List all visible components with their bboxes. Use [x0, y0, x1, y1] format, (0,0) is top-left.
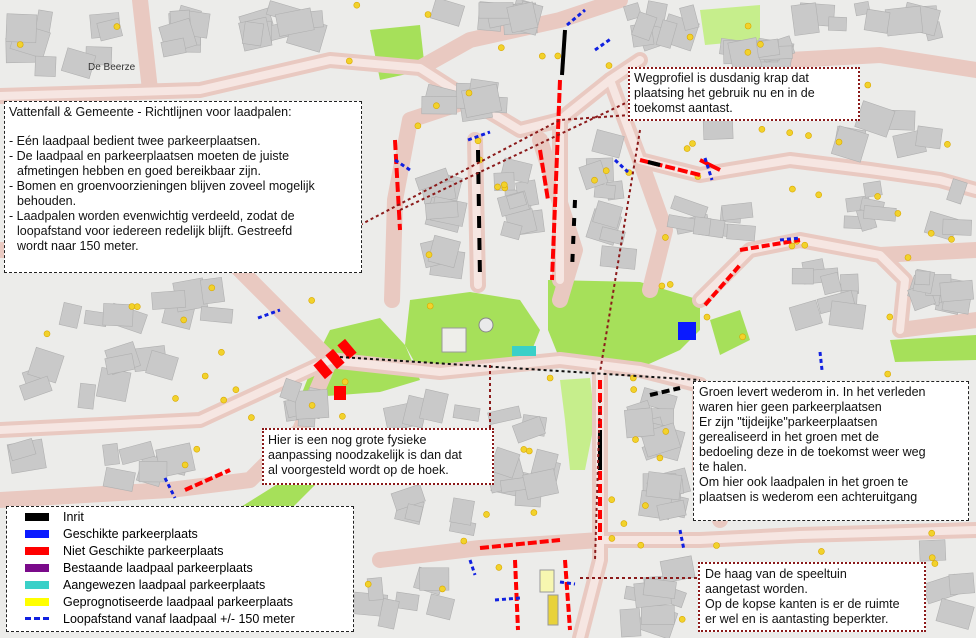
tree-dot	[182, 462, 188, 468]
legend-item-designated	[25, 577, 265, 592]
building	[646, 472, 682, 500]
tree-dot	[415, 123, 421, 129]
building	[200, 306, 233, 323]
tree-dot	[609, 535, 615, 541]
building	[915, 271, 930, 285]
tree-dot	[354, 2, 360, 8]
building	[35, 56, 56, 77]
building	[792, 268, 813, 284]
tree-dot	[787, 130, 793, 136]
tree-dot	[495, 184, 501, 190]
green-line: Er zijn "tijdeijke"parkeerplaatsen	[699, 415, 878, 429]
guidelines-line: wordt naar 150 meter.	[17, 239, 139, 253]
legend-label: Bestaande laadpaal parkeerplaats	[63, 560, 253, 575]
green-line: te halen.	[699, 460, 747, 474]
tree-dot	[806, 133, 812, 139]
legend-label: Niet Geschikte parkeerplaats	[63, 543, 224, 558]
tree-dot	[662, 234, 668, 240]
tree-dot	[603, 168, 609, 174]
tree-dot	[221, 397, 227, 403]
physical-adjustment-line: aanpassing noodzakelijk is dan dat	[268, 448, 462, 462]
tree-dot	[194, 446, 200, 452]
building	[885, 6, 923, 36]
tree-dot	[631, 387, 637, 393]
tree-dot	[309, 297, 315, 303]
tree-dot	[498, 45, 504, 51]
tree-dot	[433, 103, 439, 109]
tree-dot	[740, 334, 746, 340]
tree-dot	[818, 548, 824, 554]
building	[507, 2, 538, 33]
building	[6, 14, 37, 43]
building	[641, 606, 674, 625]
tree-dot	[129, 304, 135, 310]
building	[791, 3, 819, 36]
tree-dot	[704, 314, 710, 320]
tree-dot	[745, 23, 751, 29]
building	[600, 246, 637, 270]
tree-dot	[248, 415, 254, 421]
legend-label: Geschikte parkeerplaats	[63, 526, 198, 541]
guidelines-title: Vattenfall & Gemeente - Richtlijnen voor laadpalen:	[9, 105, 292, 119]
legend-swatch	[25, 564, 49, 572]
building	[139, 461, 167, 482]
tree-dot	[745, 49, 751, 55]
building	[828, 17, 846, 31]
tree-dot	[885, 371, 891, 377]
tree-dot	[466, 90, 472, 96]
legend-item-inrit	[25, 509, 84, 524]
place-label: De Beerze	[88, 62, 136, 73]
tree-dot	[929, 530, 935, 536]
tree-dot	[484, 511, 490, 517]
tree-dot	[659, 283, 665, 289]
guidelines-line: - De laadpaal en parkeerplaatsen moeten de juiste	[9, 149, 290, 163]
tree-dot	[539, 53, 545, 59]
green-line: Groen levert wederom in. In het verleden	[699, 385, 926, 399]
tree-dot	[181, 317, 187, 323]
green-note	[693, 381, 969, 521]
legend-swatch	[25, 617, 49, 620]
tree-dot	[606, 63, 612, 69]
green-line: plaatsen is wederom een achteruitgang	[699, 490, 918, 504]
building	[102, 443, 119, 465]
tree-dot	[667, 281, 673, 287]
tree-dot	[218, 349, 224, 355]
legend-item-suitable	[25, 526, 198, 541]
legend-label: Loopafstand vanaf laadpaal +/- 150 meter	[63, 611, 295, 626]
legend-item-existing	[25, 560, 253, 575]
tree-dot	[928, 230, 934, 236]
tree-dot	[684, 146, 690, 152]
legend-label: Aangewezen laadpaal parkeerplaats	[63, 577, 266, 592]
guidelines-line: loopafstand voor iedereen redelijk blijft. Gestreefd	[17, 224, 293, 238]
building	[693, 217, 711, 236]
building	[942, 219, 971, 235]
tree-dot	[439, 586, 445, 592]
tree-dot	[114, 24, 120, 30]
hedge-line: er wel en is aantasting beperkter.	[705, 612, 889, 626]
building	[450, 498, 475, 525]
hedge-line: Op de kopse kanten is er de ruimte	[705, 597, 900, 611]
tree-dot	[44, 331, 50, 337]
tree-dot	[209, 285, 215, 291]
tree-dot	[342, 379, 348, 385]
building	[405, 504, 423, 522]
guidelines-line: afmetingen hebben en goed bereikbaar zijn.	[17, 164, 261, 178]
tree-dot	[425, 12, 431, 18]
building	[829, 301, 866, 329]
tree-dot	[621, 521, 627, 527]
hedge-line: De haag van de speeltuin	[705, 567, 847, 581]
hedge-note	[698, 562, 926, 632]
building	[915, 126, 942, 149]
tree-dot	[789, 186, 795, 192]
tree-dot	[802, 242, 808, 248]
tree-dot	[687, 34, 693, 40]
legend-label: Geprognotiseerde laadpaal parkeerplaats	[63, 594, 294, 609]
tree-dot	[609, 497, 615, 503]
building	[425, 201, 458, 219]
tree-dot	[714, 543, 720, 549]
guidelines-lines	[9, 134, 357, 254]
tree-dot	[496, 564, 502, 570]
green-line: gerealiseerd in het groen met de	[699, 430, 879, 444]
building	[727, 224, 756, 241]
green-line: Om hier ook laadpalen in het groen te	[699, 475, 909, 489]
physical-adjustment-note	[262, 428, 494, 485]
road-profile-line: plaatsing het gebruik nu en in de	[634, 86, 815, 100]
road-profile-line: Wegprofiel is dusdanig krap dat	[634, 71, 809, 85]
road-profile-note	[628, 67, 860, 121]
tree-dot	[461, 538, 467, 544]
tree-dot	[521, 446, 527, 452]
tree-dot	[949, 236, 955, 242]
tree-dot	[531, 510, 537, 516]
tree-dot	[759, 126, 765, 132]
building	[722, 202, 753, 220]
tree-dot	[895, 210, 901, 216]
tree-dot	[865, 82, 871, 88]
tree-dot	[887, 314, 893, 320]
tree-dot	[642, 503, 648, 509]
tree-dot	[816, 192, 822, 198]
tree-dot	[17, 42, 23, 48]
physical-adjustment-line: Hier is een nog grote fysieke	[268, 433, 427, 447]
tree-dot	[427, 303, 433, 309]
legend-swatch	[25, 598, 49, 606]
legend-swatch	[25, 581, 49, 589]
legend-item-unsuitable	[25, 543, 224, 558]
tree-dot	[836, 139, 842, 145]
tree-dot	[757, 41, 763, 47]
tree-dot	[592, 177, 598, 183]
guidelines-line: - Bomen en groenvoorzieningen blijven zoveel mogelijk	[9, 179, 315, 193]
building	[940, 280, 974, 302]
tree-dot	[365, 581, 371, 587]
tree-dot	[547, 375, 553, 381]
building	[863, 205, 896, 221]
tree-dot	[555, 53, 561, 59]
legend-swatch	[25, 547, 49, 555]
tree-dot	[657, 455, 663, 461]
building	[864, 9, 890, 33]
tree-dot	[789, 243, 795, 249]
physical-adjustment-line: al voorgesteld wordt op de hoek.	[268, 463, 449, 477]
building	[643, 578, 676, 599]
tree-dot	[932, 561, 938, 567]
tree-dot	[679, 616, 685, 622]
green-line: bedoeling deze in de toekomst weer weg	[699, 445, 926, 459]
legend-swatch	[25, 530, 49, 538]
tree-dot	[663, 428, 669, 434]
legend-item-walking-distance	[25, 611, 295, 626]
tree-dot	[233, 387, 239, 393]
legend	[6, 506, 354, 632]
building	[151, 290, 185, 309]
building	[620, 609, 641, 638]
tree-dot	[426, 252, 432, 258]
guidelines-line: - Eén laadpaal bedient twee parkeerplaatsen.	[9, 134, 261, 148]
tree-dot	[202, 373, 208, 379]
building	[949, 573, 975, 595]
legend-swatch	[25, 513, 49, 521]
tree-dot	[339, 413, 345, 419]
building	[78, 383, 96, 409]
road-profile-line: toekomst aantast.	[634, 101, 733, 115]
tree-dot	[173, 395, 179, 401]
guidelines-note	[4, 101, 362, 273]
hedge-line: aangetast worden.	[705, 582, 808, 596]
tree-dot	[944, 141, 950, 147]
green-line: waren hier geen parkeerplaatsen	[699, 400, 882, 414]
tree-dot	[690, 141, 696, 147]
building	[367, 577, 383, 600]
tree-dot	[929, 555, 935, 561]
guidelines-line: - Laadpalen worden evenwichtig verdeeld, zodat de	[9, 209, 295, 223]
tree-dot	[875, 193, 881, 199]
building	[624, 408, 654, 438]
guidelines-line: behouden.	[17, 194, 77, 208]
building	[703, 119, 733, 140]
tree-dot	[526, 448, 532, 454]
building	[242, 21, 264, 46]
legend-label: Inrit	[63, 509, 84, 524]
legend-item-forecast	[25, 594, 293, 609]
tree-dot	[501, 182, 507, 188]
tree-dot	[346, 58, 352, 64]
tree-dot	[309, 402, 315, 408]
tree-dot	[638, 542, 644, 548]
tree-dot	[905, 255, 911, 261]
tree-dot	[633, 437, 639, 443]
tree-dot	[134, 304, 140, 310]
